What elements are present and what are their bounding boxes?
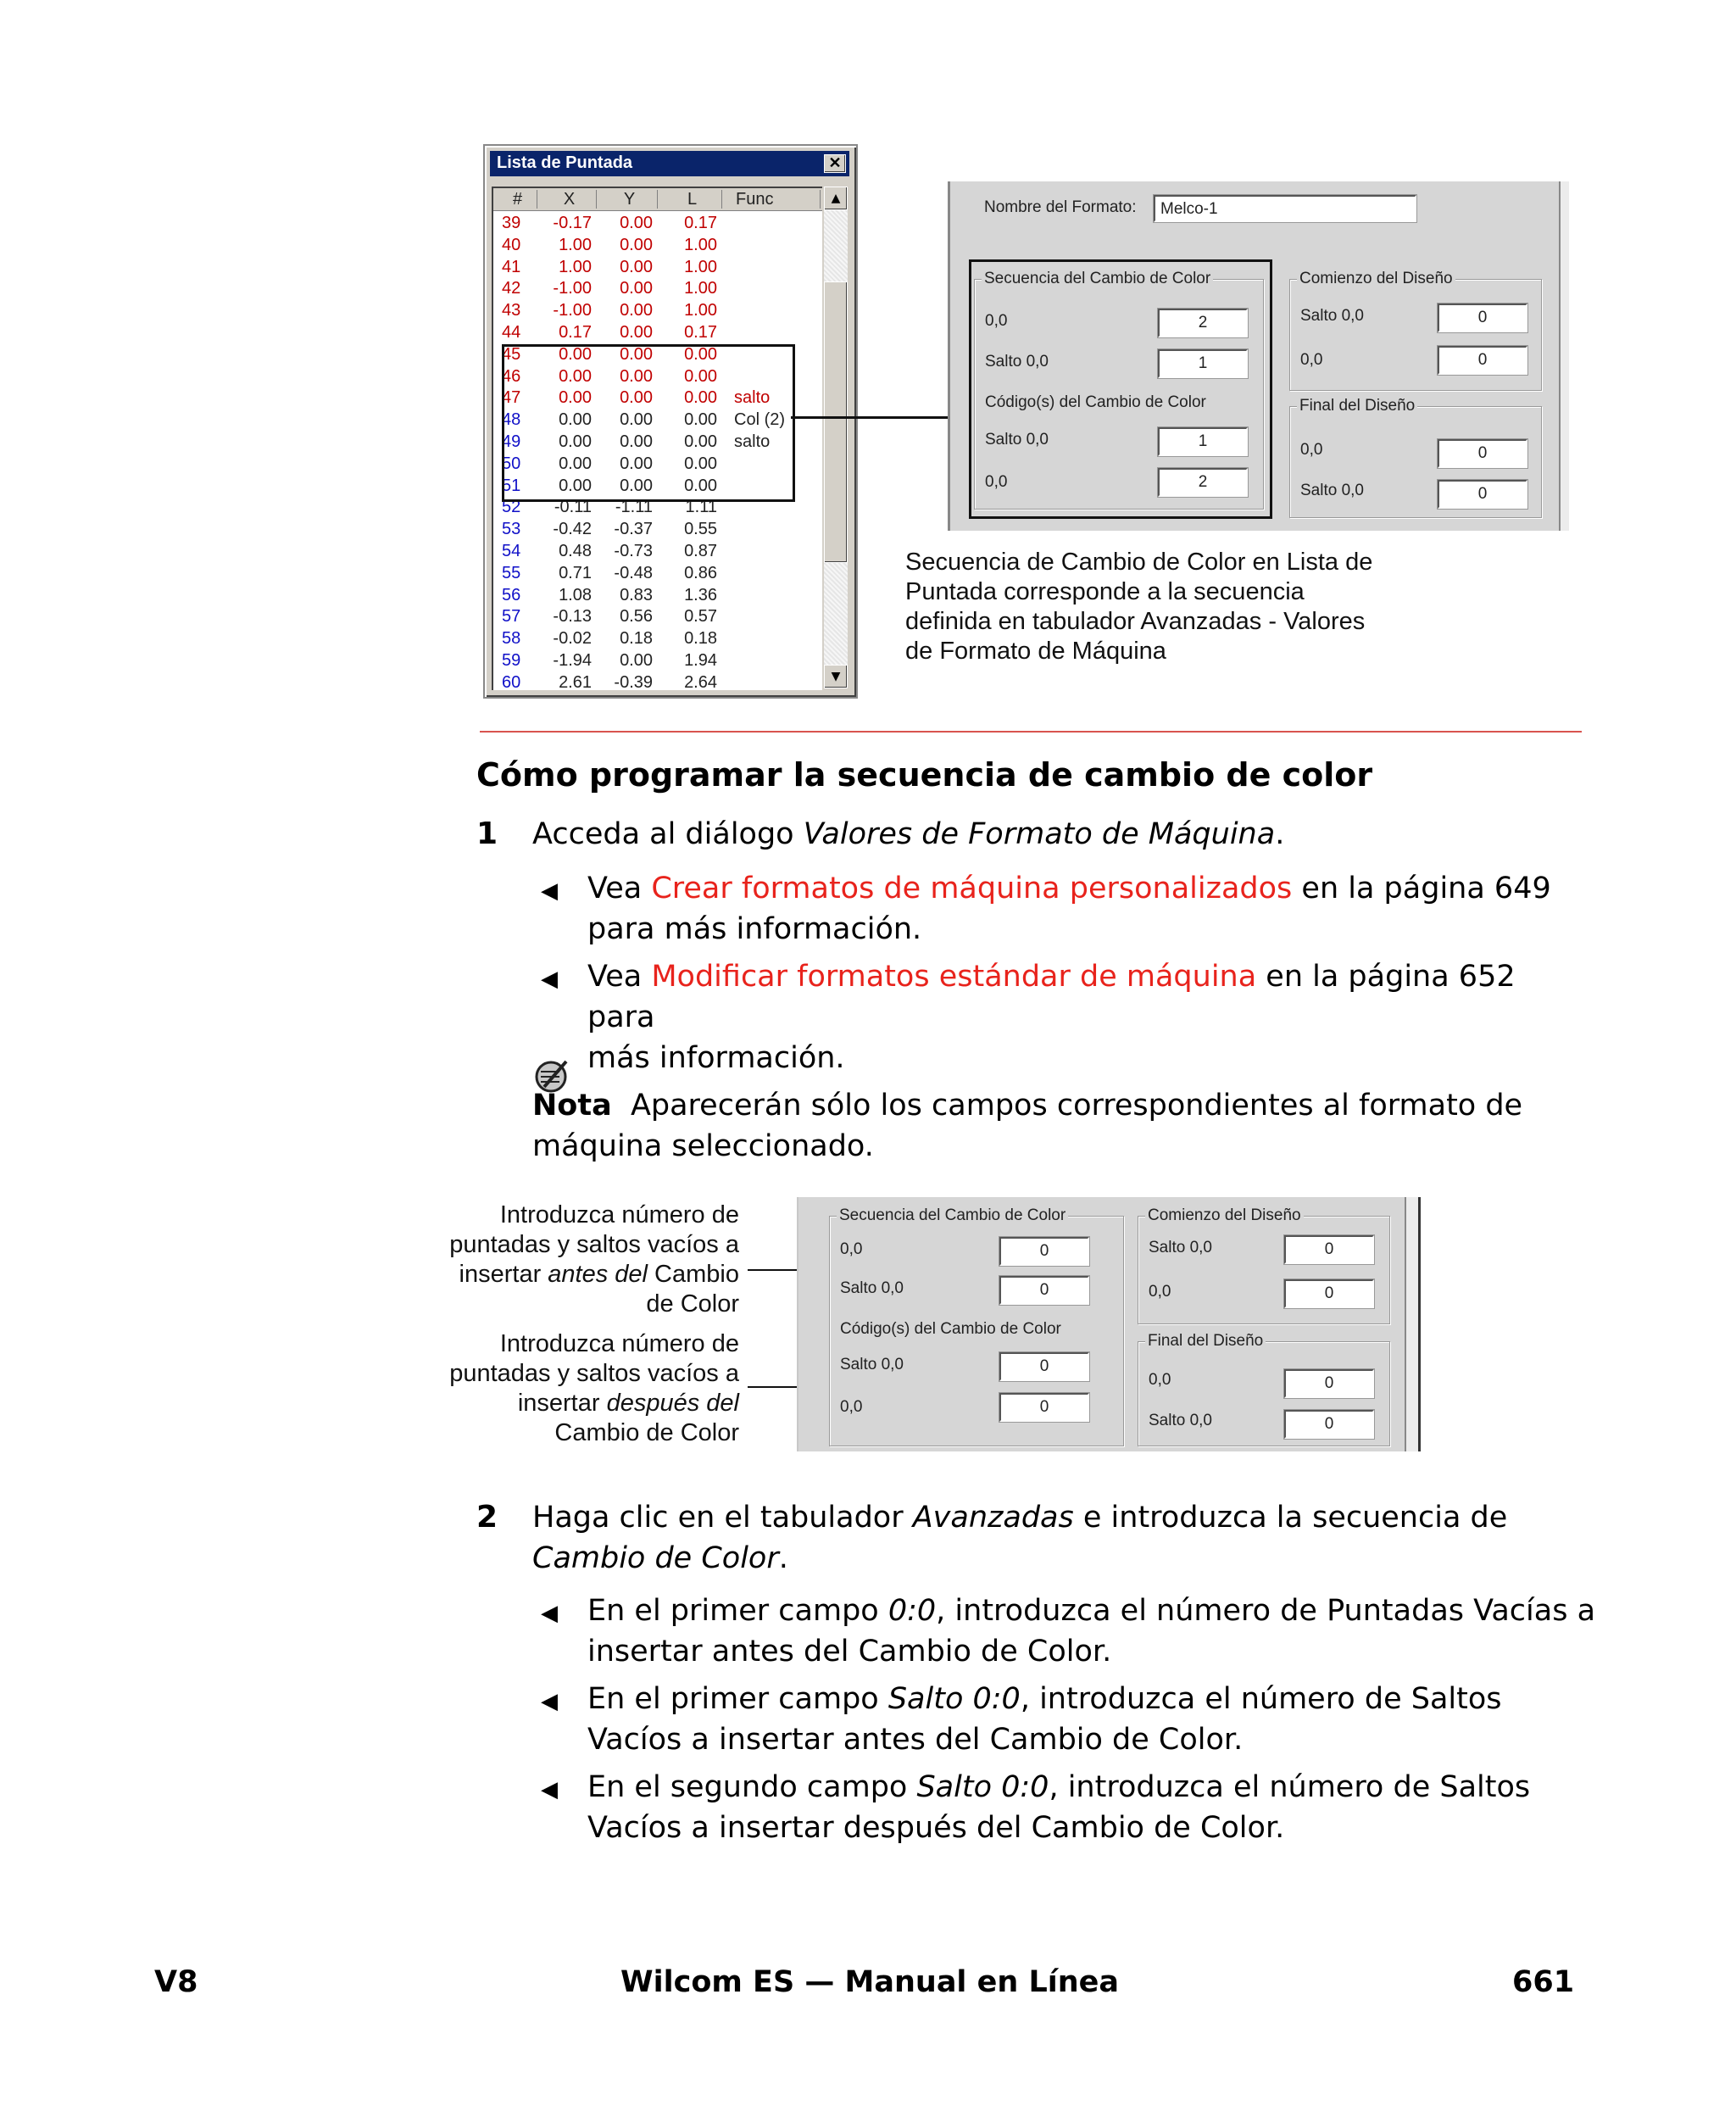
row-x: -0.13: [553, 607, 592, 627]
row-length: 1.00: [684, 279, 717, 298]
column-header[interactable]: L: [663, 190, 722, 209]
step-1-text: [532, 814, 1284, 855]
step-2-number: 2: [476, 1500, 498, 1535]
section-rule: [480, 731, 1582, 733]
design-end-2-title: Final del Diseño: [1145, 1332, 1266, 1351]
callout-a-pre: insertar: [459, 1261, 548, 1288]
format-name-input[interactable]: [1154, 195, 1416, 222]
row-length: 0.00: [684, 432, 717, 451]
stitch-row[interactable]: [493, 671, 822, 690]
callout-a-post: Cambio: [648, 1261, 739, 1288]
row-length: 0.55: [684, 520, 717, 539]
s2b3-line2: Vacíos a insertar después del Cambio de Color.: [587, 1811, 1285, 1845]
row-y: 0.00: [620, 344, 653, 364]
stitch-row[interactable]: [493, 321, 822, 343]
note-text: [532, 1085, 1550, 1167]
row-x: 1.00: [559, 257, 592, 276]
note-line-1: Aparecerán sólo los campos correspondientes al formato de: [630, 1089, 1523, 1123]
end-input-2[interactable]: 0: [1438, 480, 1527, 509]
row-x: 0.00: [559, 410, 592, 430]
row-length: 1.94: [684, 651, 717, 670]
row-length: 0.57: [684, 607, 717, 627]
s2b2-a: En el primer campo: [587, 1682, 888, 1716]
b2-pre: Vea: [587, 960, 652, 994]
s2b1-a: En el primer campo: [587, 1594, 888, 1628]
seq2-input-3[interactable]: 0: [999, 1352, 1089, 1381]
row-x: -0.02: [553, 629, 592, 649]
row-y: -0.37: [614, 520, 653, 539]
sequence-group-2-title: Secuencia del Cambio de Color: [837, 1206, 1068, 1225]
callout-a-line-2: puntadas y saltos vacíos a: [449, 1231, 739, 1258]
callout-b-line-1: Introduzca número de: [499, 1330, 739, 1357]
row-number: 52: [502, 498, 521, 517]
row-number: 53: [502, 520, 521, 539]
link-crear-formatos[interactable]: Crear formatos de máquina personalizados: [651, 872, 1293, 905]
row-number: 42: [502, 279, 521, 298]
stitch-row[interactable]: [493, 212, 822, 234]
row-function: salto: [734, 432, 771, 451]
s2b1-field: 0:0: [887, 1594, 937, 1628]
format-name-value: Melco-1: [1160, 200, 1218, 218]
row-number: 46: [502, 366, 521, 386]
callout-after: [398, 1329, 739, 1448]
b2-line2: más información.: [587, 1041, 845, 1075]
b1-pre: Vea: [587, 872, 652, 905]
start-input-2[interactable]: 0: [1438, 346, 1527, 375]
row-x: -0.11: [554, 498, 592, 517]
row-y: -1.11: [615, 498, 653, 517]
start2-label-2: 0,0: [1149, 1283, 1171, 1301]
row-length: 0.00: [684, 454, 717, 473]
row-length: 1.36: [684, 585, 717, 604]
connector-line: [791, 416, 971, 419]
seq-label-3: Salto 0,0: [985, 431, 1049, 448]
codes2-label: Código(s) del Cambio de Color: [840, 1320, 1061, 1338]
row-length: 0.17: [684, 323, 717, 342]
format-dialog-sequence: [797, 1197, 1421, 1451]
row-function: salto: [734, 388, 771, 408]
s2b1-c: , introduzca el número de Puntadas Vacías a: [936, 1594, 1596, 1628]
row-length: 0.00: [684, 344, 717, 364]
format-dialog-advanced: [948, 181, 1569, 531]
callout-before: [398, 1201, 739, 1319]
design-start-2-title: Comienzo del Diseño: [1145, 1206, 1304, 1225]
note-label: Nota: [532, 1089, 612, 1123]
s2b3-c: , introduzca el número de Saltos: [1049, 1770, 1531, 1804]
close-icon[interactable]: ✕: [824, 154, 846, 173]
row-number: 39: [502, 214, 521, 232]
s2b3-a: En el segundo campo: [587, 1770, 917, 1804]
step-2-dot: .: [778, 1541, 788, 1575]
design-end-title: Final del Diseño: [1297, 397, 1417, 415]
sequence-highlight-box: [969, 259, 1272, 519]
seq-input-1[interactable]: 2: [1158, 309, 1248, 337]
stitch-row[interactable]: [493, 256, 822, 278]
end2-input-2[interactable]: 0: [1284, 1410, 1374, 1439]
seq2-label-3: Salto 0,0: [840, 1356, 904, 1373]
start-label-1: Salto 0,0: [1300, 307, 1364, 325]
figure-caption-1: [905, 548, 1380, 666]
section-title: Cómo programar la secuencia de cambio de color: [476, 756, 1373, 794]
stitch-row[interactable]: [493, 234, 822, 256]
row-x: -1.00: [553, 279, 592, 298]
row-y: 0.00: [620, 301, 653, 320]
stitch-row[interactable]: [493, 584, 822, 606]
row-x: -0.17: [553, 214, 592, 232]
row-y: -0.73: [614, 542, 653, 560]
bullet-icon: ◀: [541, 967, 558, 992]
stitch-row[interactable]: [493, 627, 822, 649]
codes-label: Código(s) del Cambio de Color: [985, 393, 1206, 411]
end-input-1[interactable]: 0: [1438, 439, 1527, 468]
s2b2-field: Salto 0:0: [887, 1682, 1021, 1716]
start-label-2: 0,0: [1300, 351, 1323, 369]
row-x: 0.00: [559, 454, 592, 473]
step-2-text: [532, 1497, 1583, 1579]
design-start-title: Comienzo del Diseño: [1297, 270, 1455, 288]
callout-a-em: antes del: [548, 1261, 648, 1288]
stitch-row[interactable]: [493, 649, 822, 671]
window-titlebar[interactable]: [490, 151, 849, 176]
row-x: 1.00: [559, 235, 592, 254]
end2-input-1[interactable]: 0: [1284, 1369, 1374, 1398]
end-label-2: Salto 0,0: [1300, 482, 1364, 499]
seq-input-3[interactable]: 1: [1158, 427, 1248, 456]
highlight-box: [502, 344, 795, 502]
row-function: Col (2): [734, 410, 786, 430]
stitch-row[interactable]: [493, 562, 822, 584]
window-title: Lista de Puntada: [497, 153, 633, 172]
row-number: 51: [502, 476, 521, 495]
row-y: 0.83: [620, 585, 653, 604]
callout-b-em: después del: [606, 1390, 739, 1417]
row-y: 0.18: [620, 629, 653, 649]
row-x: 0.00: [559, 388, 592, 408]
row-length: 1.00: [684, 257, 717, 276]
caption-line-1: Secuencia de Cambio de Color en Lista de: [905, 549, 1373, 576]
stitch-row[interactable]: [493, 540, 822, 562]
end-label-1: 0,0: [1300, 441, 1323, 459]
row-number: 49: [502, 432, 521, 451]
row-length: 2.64: [684, 672, 717, 690]
column-header[interactable]: Func: [727, 190, 821, 209]
row-x: 0.71: [559, 563, 592, 582]
end2-label-1: 0,0: [1149, 1371, 1171, 1389]
scroll-up-icon[interactable]: ▲: [824, 187, 848, 210]
stitch-row[interactable]: [493, 299, 822, 321]
row-number: 40: [502, 235, 521, 254]
design-end-group: [1289, 397, 1542, 518]
format-name-label: Nombre del Formato:: [984, 198, 1137, 216]
row-y: -0.39: [614, 672, 653, 690]
stitch-list-window: [483, 144, 858, 699]
b1-post: en la página 649: [1292, 872, 1551, 905]
start2-input-1[interactable]: 0: [1284, 1235, 1374, 1264]
step-1-dialog-name: Valores de Formato de Máquina: [803, 817, 1276, 851]
start2-label-1: Salto 0,0: [1149, 1239, 1212, 1256]
step-1-bullet-1: [587, 868, 1588, 950]
row-y: 0.00: [620, 279, 653, 298]
b1-line2: para más información.: [587, 912, 922, 946]
row-number: 41: [502, 257, 521, 276]
row-number: 50: [502, 454, 521, 473]
seq-input-4[interactable]: 2: [1158, 468, 1248, 497]
row-number: 43: [502, 301, 521, 320]
seq2-input-1[interactable]: 0: [999, 1237, 1089, 1266]
seq2-label-4: 0,0: [840, 1398, 863, 1416]
stitch-list-header: [493, 188, 822, 211]
column-header[interactable]: Y: [602, 190, 658, 209]
seq-label-2: Salto 0,0: [985, 353, 1049, 370]
row-number: 57: [502, 607, 521, 627]
column-header[interactable]: X: [542, 190, 597, 209]
seq2-input-2[interactable]: 0: [999, 1276, 1089, 1305]
row-x: -1.94: [553, 651, 592, 670]
start2-input-2[interactable]: 0: [1284, 1279, 1374, 1308]
seq-label-4: 0,0: [985, 473, 1008, 491]
row-y: -0.48: [614, 563, 653, 582]
link-modificar-formatos[interactable]: Modificar formatos estándar de máquina: [651, 960, 1257, 994]
row-length: 0.00: [684, 410, 717, 430]
row-y: 0.00: [620, 432, 653, 451]
bullet-icon: ◀: [541, 1601, 558, 1626]
design-start-group-2: [1138, 1206, 1390, 1324]
row-length: 1.11: [685, 498, 717, 517]
row-length: 0.00: [684, 366, 717, 386]
caption-line-3: definida en tabulador Avanzadas - Valores: [905, 608, 1366, 635]
step-2-c: e introduzca la secuencia de: [1073, 1501, 1508, 1535]
row-number: 56: [502, 585, 521, 604]
row-length: 0.00: [684, 476, 717, 495]
row-number: 48: [502, 410, 521, 430]
row-number: 54: [502, 542, 521, 560]
row-number: 47: [502, 388, 521, 408]
row-y: 0.56: [620, 607, 653, 627]
callout-b-line-4: Cambio de Color: [554, 1419, 739, 1446]
sequence-group-2: [829, 1206, 1124, 1446]
stitch-row[interactable]: [493, 518, 822, 540]
step-2-tab-name: Avanzadas: [912, 1501, 1074, 1535]
row-y: 0.00: [620, 366, 653, 386]
row-x: 0.00: [559, 344, 592, 364]
caption-line-2: Puntada corresponde a la secuencia: [905, 578, 1305, 605]
row-y: 0.00: [620, 651, 653, 670]
bullet-icon: ◀: [541, 1777, 558, 1802]
s2b3-field: Salto 0:0: [916, 1770, 1049, 1804]
seq-label-1: 0,0: [985, 312, 1008, 330]
step-2-bullet-1: [587, 1591, 1596, 1672]
dialog-right-edge: [1559, 181, 1569, 531]
row-y: 0.00: [620, 388, 653, 408]
step-2-bullet-2: [587, 1679, 1596, 1760]
row-y: 0.00: [620, 235, 653, 254]
seq2-input-4[interactable]: 0: [999, 1393, 1089, 1422]
row-y: 0.00: [620, 323, 653, 342]
scroll-down-icon[interactable]: ▼: [824, 665, 848, 688]
row-x: 0.00: [559, 432, 592, 451]
row-y: 0.00: [620, 454, 653, 473]
scroll-thumb[interactable]: [824, 281, 848, 563]
row-length: 0.17: [684, 214, 717, 232]
row-x: -1.00: [553, 301, 592, 320]
row-length: 0.18: [684, 629, 717, 649]
note-line-2: máquina seleccionado.: [532, 1129, 874, 1163]
footer-page-number: 661: [1512, 1965, 1575, 1999]
row-x: 0.00: [559, 366, 592, 386]
row-number: 60: [502, 672, 521, 690]
s2b2-c: , introduzca el número de Saltos: [1020, 1682, 1502, 1716]
sequence-group-title: Secuencia del Cambio de Color: [982, 270, 1213, 288]
end2-label-2: Salto 0,0: [1149, 1412, 1212, 1429]
bullet-icon: ◀: [541, 878, 558, 904]
row-y: 0.00: [620, 257, 653, 276]
step-2-seq-name: Cambio de Color: [532, 1541, 779, 1575]
s2b1-line2: insertar antes del Cambio de Color.: [587, 1635, 1112, 1669]
row-y: 0.00: [620, 214, 653, 232]
callout-b-line-2: puntadas y saltos vacíos a: [449, 1360, 739, 1387]
design-end-group-2: [1138, 1332, 1390, 1446]
row-number: 58: [502, 629, 521, 649]
row-number: 55: [502, 563, 521, 582]
step-2-bullet-3: [587, 1767, 1596, 1848]
footer-title: Wilcom ES — Manual en Línea: [620, 1965, 1120, 1999]
row-x: 0.48: [559, 542, 592, 560]
seq-input-2[interactable]: 1: [1158, 349, 1248, 378]
row-number: 45: [502, 344, 521, 364]
b2-post: en la página 652 para: [587, 960, 1516, 1034]
callout-b-pre: insertar: [517, 1390, 607, 1417]
row-y: 0.00: [620, 476, 653, 495]
stitch-row[interactable]: [493, 605, 822, 627]
step-1-bullet-2: [587, 956, 1588, 1078]
row-length: 0.00: [684, 388, 717, 408]
seq2-label-2: Salto 0,0: [840, 1279, 904, 1297]
design-start-group: [1289, 270, 1542, 391]
step-1-text-a: Acceda al diálogo: [532, 817, 804, 851]
row-length: 1.00: [684, 301, 717, 320]
row-x: -0.42: [553, 520, 592, 539]
callout-a-line-4: de Color: [646, 1290, 739, 1318]
callout-a-line-1: Introduzca número de: [499, 1201, 739, 1228]
step-1-text-c: .: [1275, 817, 1285, 851]
seq2-label-1: 0,0: [840, 1240, 863, 1258]
row-length: 0.87: [684, 542, 717, 560]
stitch-row[interactable]: [493, 277, 822, 299]
s2b2-line2: Vacíos a insertar antes del Cambio de Color.: [587, 1723, 1244, 1757]
footer-version: V8: [154, 1965, 198, 1999]
caption-line-4: de Formato de Máquina: [905, 638, 1166, 665]
start-input-1[interactable]: 0: [1438, 304, 1527, 332]
list-scrollbar[interactable]: [824, 187, 848, 688]
row-length: 0.86: [684, 563, 717, 582]
column-header[interactable]: #: [498, 190, 537, 209]
row-number: 44: [502, 323, 521, 342]
step-1-number: 1: [476, 816, 498, 851]
row-y: 0.00: [620, 410, 653, 430]
row-x: 0.17: [559, 323, 592, 342]
row-x: 0.00: [559, 476, 592, 495]
row-number: 59: [502, 651, 521, 670]
dialog2-right-edge: [1405, 1197, 1421, 1451]
bullet-icon: ◀: [541, 1689, 558, 1714]
row-x: 2.61: [559, 672, 592, 690]
step-2-a: Haga clic en el tabulador: [532, 1501, 913, 1535]
row-length: 1.00: [684, 235, 717, 254]
row-x: 1.08: [559, 585, 592, 604]
